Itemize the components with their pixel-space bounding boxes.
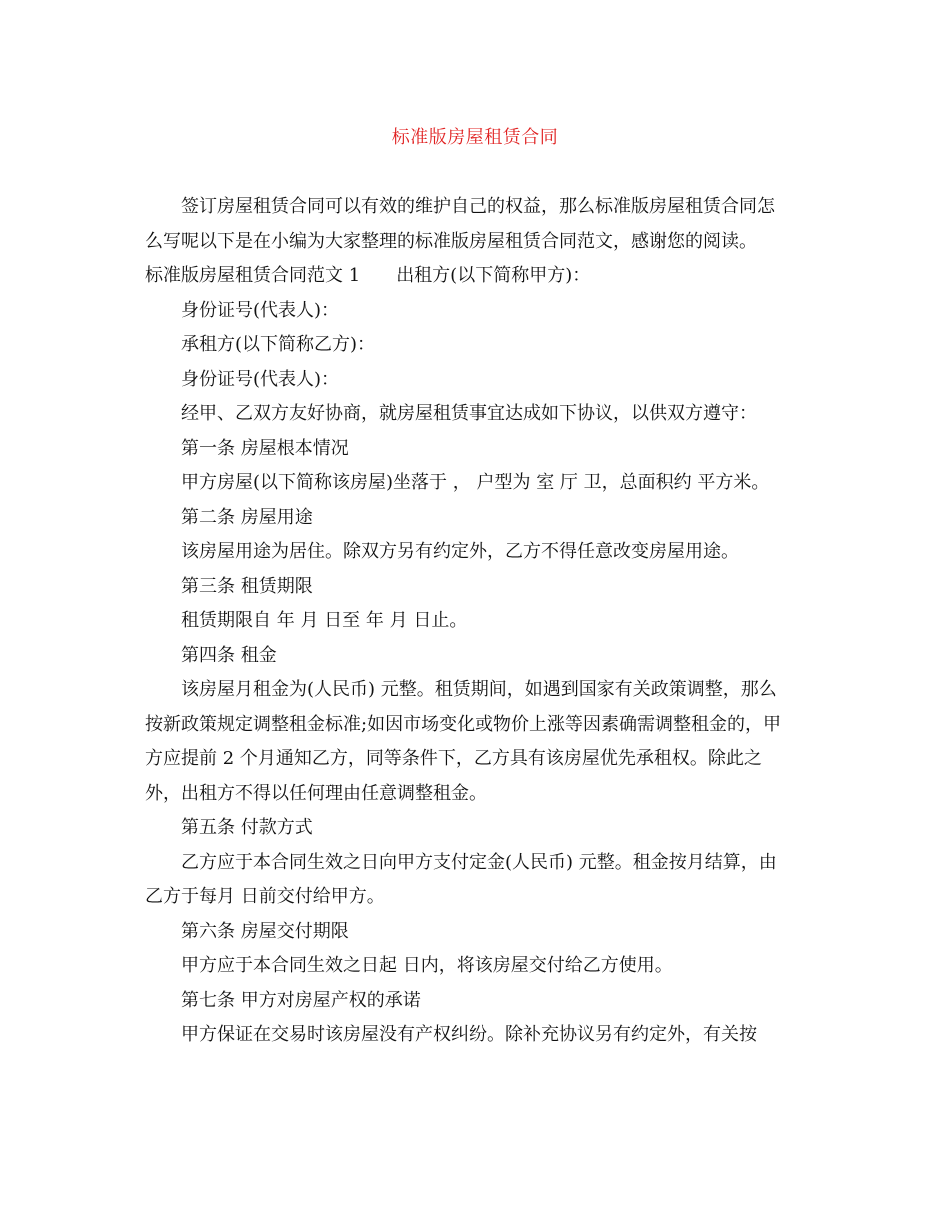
paragraph-line: 甲方应于本合同生效之日起 日内，将该房屋交付给乙方使用。: [181, 955, 673, 976]
sample-heading: 标准版房屋租赁合同范文 1: [145, 265, 361, 286]
article-heading: 第四条 租金: [181, 644, 277, 666]
paragraph-line: 身份证号(代表人)：: [181, 368, 340, 390]
paragraph-line: 乙方应于本合同生效之日向甲方支付定金(人民币) 元整。租金按月结算，由: [181, 851, 777, 873]
paragraph-line: 甲方房屋(以下简称该房屋)坐落于 ， 户型为 室 厅 卫，总面积约 平方米。: [181, 472, 770, 493]
paragraph-line: 签订房屋租赁合同可以有效的维护自己的权益，那么标准版房屋租赁合同怎: [181, 196, 775, 217]
article-heading: 第七条 甲方对房屋产权的承诺: [181, 989, 421, 1011]
article-heading: 第六条 房屋交付期限: [181, 920, 349, 942]
paragraph-line: 身份证号(代表人)：: [181, 299, 340, 321]
paragraph-line: 外，出租方不得以任何理由任意调整租金。: [145, 782, 487, 804]
paragraph-line: 该房屋用途为居住。除双方另有约定外，乙方不得任意改变房屋用途。: [181, 541, 739, 562]
paragraph-line: [145, 259, 810, 294]
paragraph-line: 承租方(以下简称乙方)：: [181, 334, 376, 355]
paragraph-line: 经甲、乙双方友好协商，就房屋租赁事宜达成如下协议，以供双方遵守：: [181, 403, 757, 424]
paragraph-line: 该房屋月租金为(人民币) 元整。租赁期间，如遇到国家有关政策调整，那么: [181, 679, 777, 700]
article-heading: 第五条 付款方式: [181, 817, 313, 838]
paragraph-line: 么写呢以下是在小编为大家整理的标准版房屋租赁合同范文，感谢您的阅读。: [145, 230, 757, 252]
article-heading: 第一条 房屋根本情况: [181, 437, 349, 459]
document-body: [145, 190, 810, 1053]
document-title: 标准版房屋租赁合同: [391, 127, 559, 148]
paragraph-line: 租赁期限自 年 月 日至 年 月 日止。: [181, 610, 468, 631]
paragraph-line: 方应提前 2 个月通知乙方，同等条件下，乙方具有该房屋优先承租权。除此之: [145, 748, 762, 769]
paragraph-line: 乙方于每月 日前交付给甲方。: [145, 886, 385, 907]
paragraph-line: 按新政策规定调整租金标准;如因市场变化或物价上涨等因素确需调整租金的，甲: [145, 713, 782, 735]
lessor-label: 出租方(以下简称甲方)：: [396, 265, 591, 286]
article-heading: 第二条 房屋用途: [181, 506, 313, 528]
paragraph-line: 甲方保证在交易时该房屋没有产权纠纷。除补充协议另有约定外，有关按: [181, 1024, 757, 1045]
article-heading: 第三条 租赁期限: [181, 575, 313, 597]
